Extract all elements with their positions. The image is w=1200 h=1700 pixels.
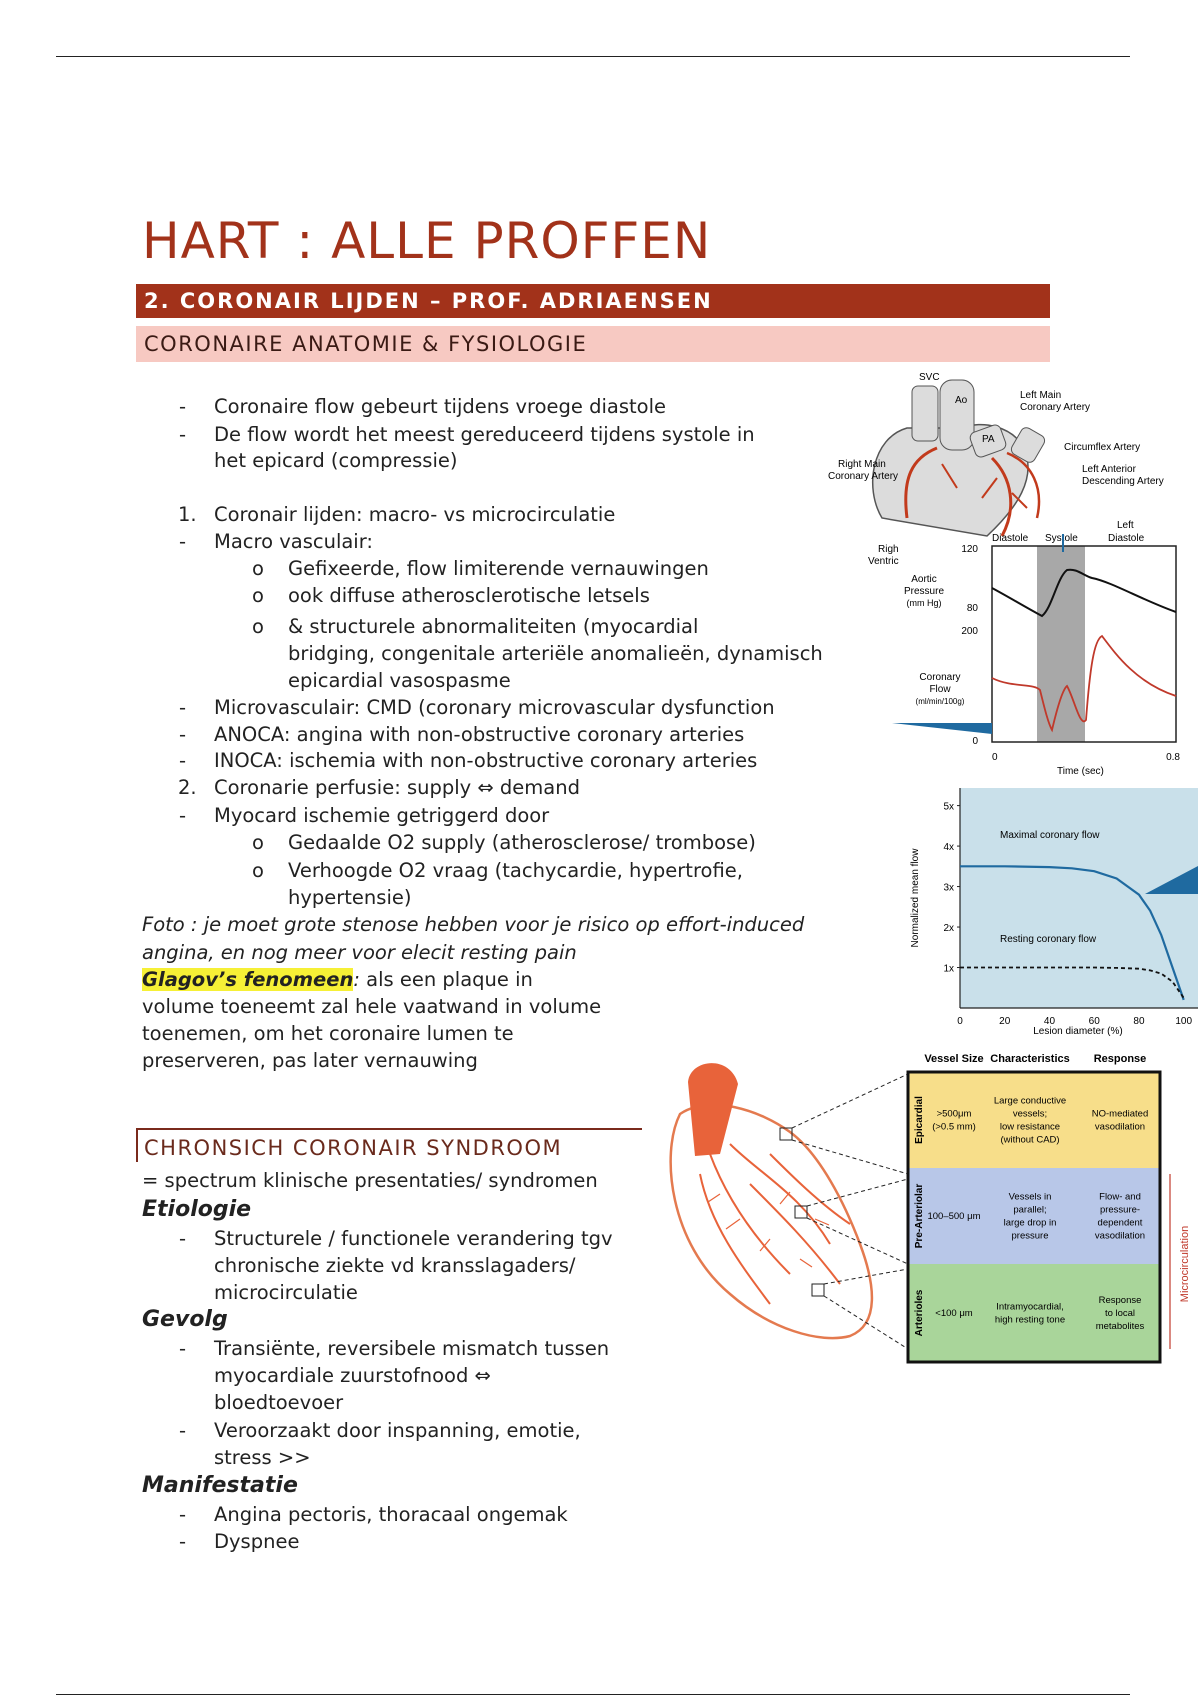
vessel-cell-resp: vasodilation — [1094, 1230, 1146, 1242]
bullet-dash: - — [179, 804, 187, 827]
vessel-cell-resp: pressure- — [1099, 1204, 1141, 1216]
left-main-label: Coronary Artery — [1020, 402, 1091, 413]
section-heading: 2. CORONAIR LIJDEN – PROF. ADRIAENSEN — [136, 284, 1050, 318]
vessel-cell-size: 100–500 μm — [927, 1211, 981, 1222]
bullet-dash: - — [179, 395, 187, 418]
top-rule — [56, 56, 1130, 57]
x-axis-label: Lesion diameter (%) — [1033, 1026, 1123, 1037]
vessel-cell-size: >500μm — [936, 1108, 972, 1120]
intro-bullet-cont: het epicard (compressie) — [214, 449, 458, 472]
aortic-label: Pressure — [903, 586, 945, 597]
diastole-right-label: Left — [1117, 520, 1134, 531]
etiologie-item: Structurele / functionele verandering tgv — [214, 1227, 613, 1250]
vessel-row-bg — [908, 1072, 1160, 1168]
sub-item-cont: epicardial vasospasme — [288, 669, 511, 692]
vessel-cell-resp: Flow- and — [1099, 1191, 1141, 1203]
coronary-anatomy-figure — [812, 368, 1200, 776]
bullet-dash: - — [179, 1503, 187, 1526]
ao-label: Ao — [955, 395, 968, 406]
subsection-heading: CORONAIRE ANATOMIE & FYSIOLOGIE — [136, 326, 1050, 362]
right-ventricle-label: Ventric — [868, 556, 899, 567]
bullet-dash: - — [179, 530, 187, 553]
gevolg-item: Veroorzaakt door inspanning, emotie, — [214, 1419, 581, 1442]
circumflex-label: Circumflex Artery — [1064, 442, 1141, 453]
intro-bullet: Coronaire flow gebeurt tijdens vroege diastole — [214, 395, 667, 418]
coronary-flow-label: Coronary — [919, 672, 961, 683]
foto-note: Foto : je moet grote stenose hebben voor je risico op effort-induced — [142, 913, 805, 936]
bullet-dash: - — [179, 1419, 187, 1442]
vessel-row-name: Epicardial — [914, 1096, 925, 1144]
x-tick-label: 0 — [957, 1016, 963, 1027]
sub-item: ook diffuse atherosclerotische letsels — [288, 584, 650, 607]
vessel-cell-char: pressure — [1011, 1230, 1049, 1242]
svc-label: SVC — [919, 372, 940, 383]
sub-item: Gefixeerde, flow limiterende vernauwingen — [288, 557, 709, 580]
diastole-label: Diastole — [992, 533, 1029, 544]
manifestatie-item: Angina pectoris, thoracaal ongemak — [214, 1503, 568, 1526]
etiologie-label: Etiologie — [142, 1197, 252, 1222]
manifestatie-item: Dyspnee — [214, 1530, 300, 1553]
coronary-flow-label: Flow — [929, 684, 951, 695]
vessel-cell-char: vessels; — [1012, 1108, 1048, 1120]
vessel-cell-resp: NO-mediated — [1091, 1108, 1149, 1120]
bullet-o: o — [252, 615, 264, 638]
right-main-label: Right Main — [838, 459, 886, 470]
glagov-text: als een plaque in — [359, 968, 533, 991]
tick-200: 200 — [961, 626, 978, 637]
systole-label: Systole — [1045, 533, 1078, 544]
bullet-dash: - — [179, 1530, 187, 1553]
bullet-o: o — [252, 859, 264, 882]
flow-vs-lesion-chart — [900, 776, 1200, 1042]
vessel-row-name: Arterioles — [914, 1289, 925, 1337]
vessel-cell-char: (without CAD) — [1000, 1134, 1060, 1146]
sub-item: & structurele abnormaliteiten (myocardial — [288, 615, 699, 638]
vessel-header: Response — [1093, 1053, 1147, 1065]
bullet-dash: - — [179, 723, 187, 746]
vessel-cell-char: parallel; — [1013, 1204, 1047, 1216]
sub-item-cont: hypertensie) — [288, 886, 412, 909]
foto-note: angina, en nog meer voor elecit resting pain — [142, 941, 577, 964]
y-tick-label: 2x — [943, 923, 954, 935]
vessel-cell-resp: dependent — [1097, 1217, 1143, 1229]
intro-bullet: De flow wordt het meest gereduceerd tijdens systole in — [214, 423, 755, 446]
bullet-dash: - — [179, 696, 187, 719]
vessel-cell-char: large drop in — [1003, 1217, 1057, 1229]
list-item: Myocard ischemie getriggerd door — [214, 804, 550, 827]
tick-x08: 0.8 — [1166, 752, 1180, 763]
chronic-heading: CHRONSICH CORONAIR SYNDROOM — [136, 1128, 642, 1162]
tick-x0: 0 — [992, 752, 998, 763]
vessel-header: Vessel Size — [924, 1053, 984, 1065]
series-label-rest: Resting coronary flow — [1000, 934, 1097, 945]
bullet-dash: - — [179, 749, 187, 772]
glagov-text: volume toeneemt zal hele vaatwand in volume — [142, 995, 602, 1018]
pa-label: PA — [982, 434, 995, 445]
x-tick-label: 80 — [1133, 1016, 1145, 1027]
bullet-o: o — [252, 584, 264, 607]
y-tick-label: 3x — [943, 882, 954, 894]
coronary-flow-label: (ml/min/100g) — [915, 697, 965, 706]
vessel-cell-char: Vessels in — [1008, 1191, 1052, 1203]
glagov-colon: : — [353, 968, 360, 991]
svc-vessel — [912, 386, 938, 441]
page-title: HART : ALLE PROFFEN — [142, 212, 712, 270]
tick-80: 80 — [966, 603, 978, 614]
microcirculation-label: Microcirculation — [1179, 1225, 1191, 1303]
aortic-arch — [688, 1063, 738, 1156]
bottom-rule — [56, 1694, 1130, 1695]
tick-120: 120 — [961, 544, 978, 555]
gevolg-item-cont: stress >> — [214, 1446, 311, 1469]
list-item: Macro vasculair: — [214, 530, 373, 553]
glagov-text: preserveren, pas later vernauwing — [142, 1049, 478, 1072]
tick-0: 0 — [972, 736, 978, 747]
right-ventricle-label: Righ — [878, 544, 899, 555]
y-tick-label: 5x — [943, 801, 954, 813]
bullet-o: o — [252, 831, 264, 854]
bullet-dash: - — [179, 1337, 187, 1360]
bullet-o: o — [252, 557, 264, 580]
vessel-header: Characteristics — [990, 1053, 1070, 1065]
x-tick-label: 20 — [999, 1016, 1011, 1027]
list-number: 2. — [178, 776, 197, 799]
y-tick-label: 1x — [943, 963, 954, 975]
manifestatie-label: Manifestatie — [142, 1473, 298, 1498]
vessel-row-name: Pre-Arteriolar — [914, 1183, 925, 1249]
aorta-vessel — [940, 380, 974, 450]
list-item: Coronarie perfusie: supply ⇔ demand — [214, 776, 580, 799]
glagov-paragraph — [142, 967, 533, 993]
list-item: Microvasculair: CMD (coronary microvascular dysfunction — [214, 696, 775, 719]
list-item: Coronair lijden: macro- vs microcirculatie — [214, 503, 616, 526]
list-item: INOCA: ischemia with non-obstructive coronary arteries — [214, 749, 758, 772]
diastole-right-label: Diastole — [1108, 533, 1145, 544]
x-tick-label: 40 — [1043, 1016, 1056, 1027]
microcirculation-figure — [650, 1044, 1200, 1364]
aortic-label: Aortic — [911, 574, 937, 585]
vessel-cell-char: Large conductive — [993, 1095, 1067, 1107]
bullet-dash: - — [179, 423, 187, 446]
gevolg-label: Gevolg — [142, 1307, 228, 1332]
list-item: ANOCA: angina with non-obstructive coronary arteries — [214, 723, 745, 746]
bullet-dash: - — [179, 1227, 187, 1250]
lad-label: Descending Artery — [1082, 476, 1164, 487]
y-tick-label: 4x — [943, 842, 954, 854]
etiologie-item-cont: chronische ziekte vd kransslagaders/ — [214, 1254, 576, 1277]
x-tick-label: 60 — [1088, 1016, 1100, 1027]
gevolg-item-cont: myocardiale zuurstofnood ⇔ — [214, 1364, 491, 1387]
vessel-cell-resp: vasodilation — [1094, 1121, 1146, 1133]
gevolg-item-cont: bloedtoevoer — [214, 1391, 344, 1414]
aortic-label: (mm Hg) — [906, 598, 942, 608]
time-axis-label: Time (sec) — [1057, 766, 1104, 776]
vessel-cell-size: <100 μm — [935, 1308, 973, 1319]
vessel-box-3 — [812, 1284, 824, 1296]
chronic-definition: = spectrum klinische presentaties/ syndromen — [142, 1169, 598, 1192]
vessel-cell-resp: Response — [1098, 1295, 1142, 1306]
y-axis-label: Normalized mean flow — [910, 848, 921, 948]
left-main-label: Left Main — [1020, 390, 1062, 401]
gevolg-item: Transiënte, reversibele mismatch tussen — [214, 1337, 610, 1360]
sub-item: Gedaalde O2 supply (atherosclerose/ trombose) — [288, 831, 756, 854]
etiologie-item-cont: microcirculatie — [214, 1281, 358, 1304]
vessel-cell-resp: metabolites — [1095, 1321, 1145, 1332]
vessel-cell-resp: to local — [1104, 1308, 1136, 1319]
vessel-cell-size: (>0.5 mm) — [932, 1121, 976, 1133]
right-main-label: Coronary Artery — [828, 471, 899, 482]
list-number: 1. — [178, 503, 197, 526]
glagov-text: toenemen, om het coronaire lumen te — [142, 1022, 514, 1045]
lad-label: Left Anterior — [1082, 464, 1136, 475]
flow-arrow — [892, 723, 992, 734]
series-label-max: Maximal coronary flow — [1000, 830, 1100, 841]
vessel-cell-char: Intramyocardial, — [996, 1301, 1064, 1313]
glagov-term: Glagov’s fenomeen — [142, 968, 354, 991]
x-tick-label: 100 — [1175, 1016, 1193, 1027]
sub-item: Verhoogde O2 vraag (tachycardie, hypertrofie, — [288, 859, 743, 882]
vessel-cell-char: low resistance — [999, 1121, 1061, 1133]
sub-item-cont: bridging, congenitale arteriële anomalieën, dynamisch — [288, 642, 823, 665]
vessel-cell-char: high resting tone — [994, 1314, 1066, 1326]
